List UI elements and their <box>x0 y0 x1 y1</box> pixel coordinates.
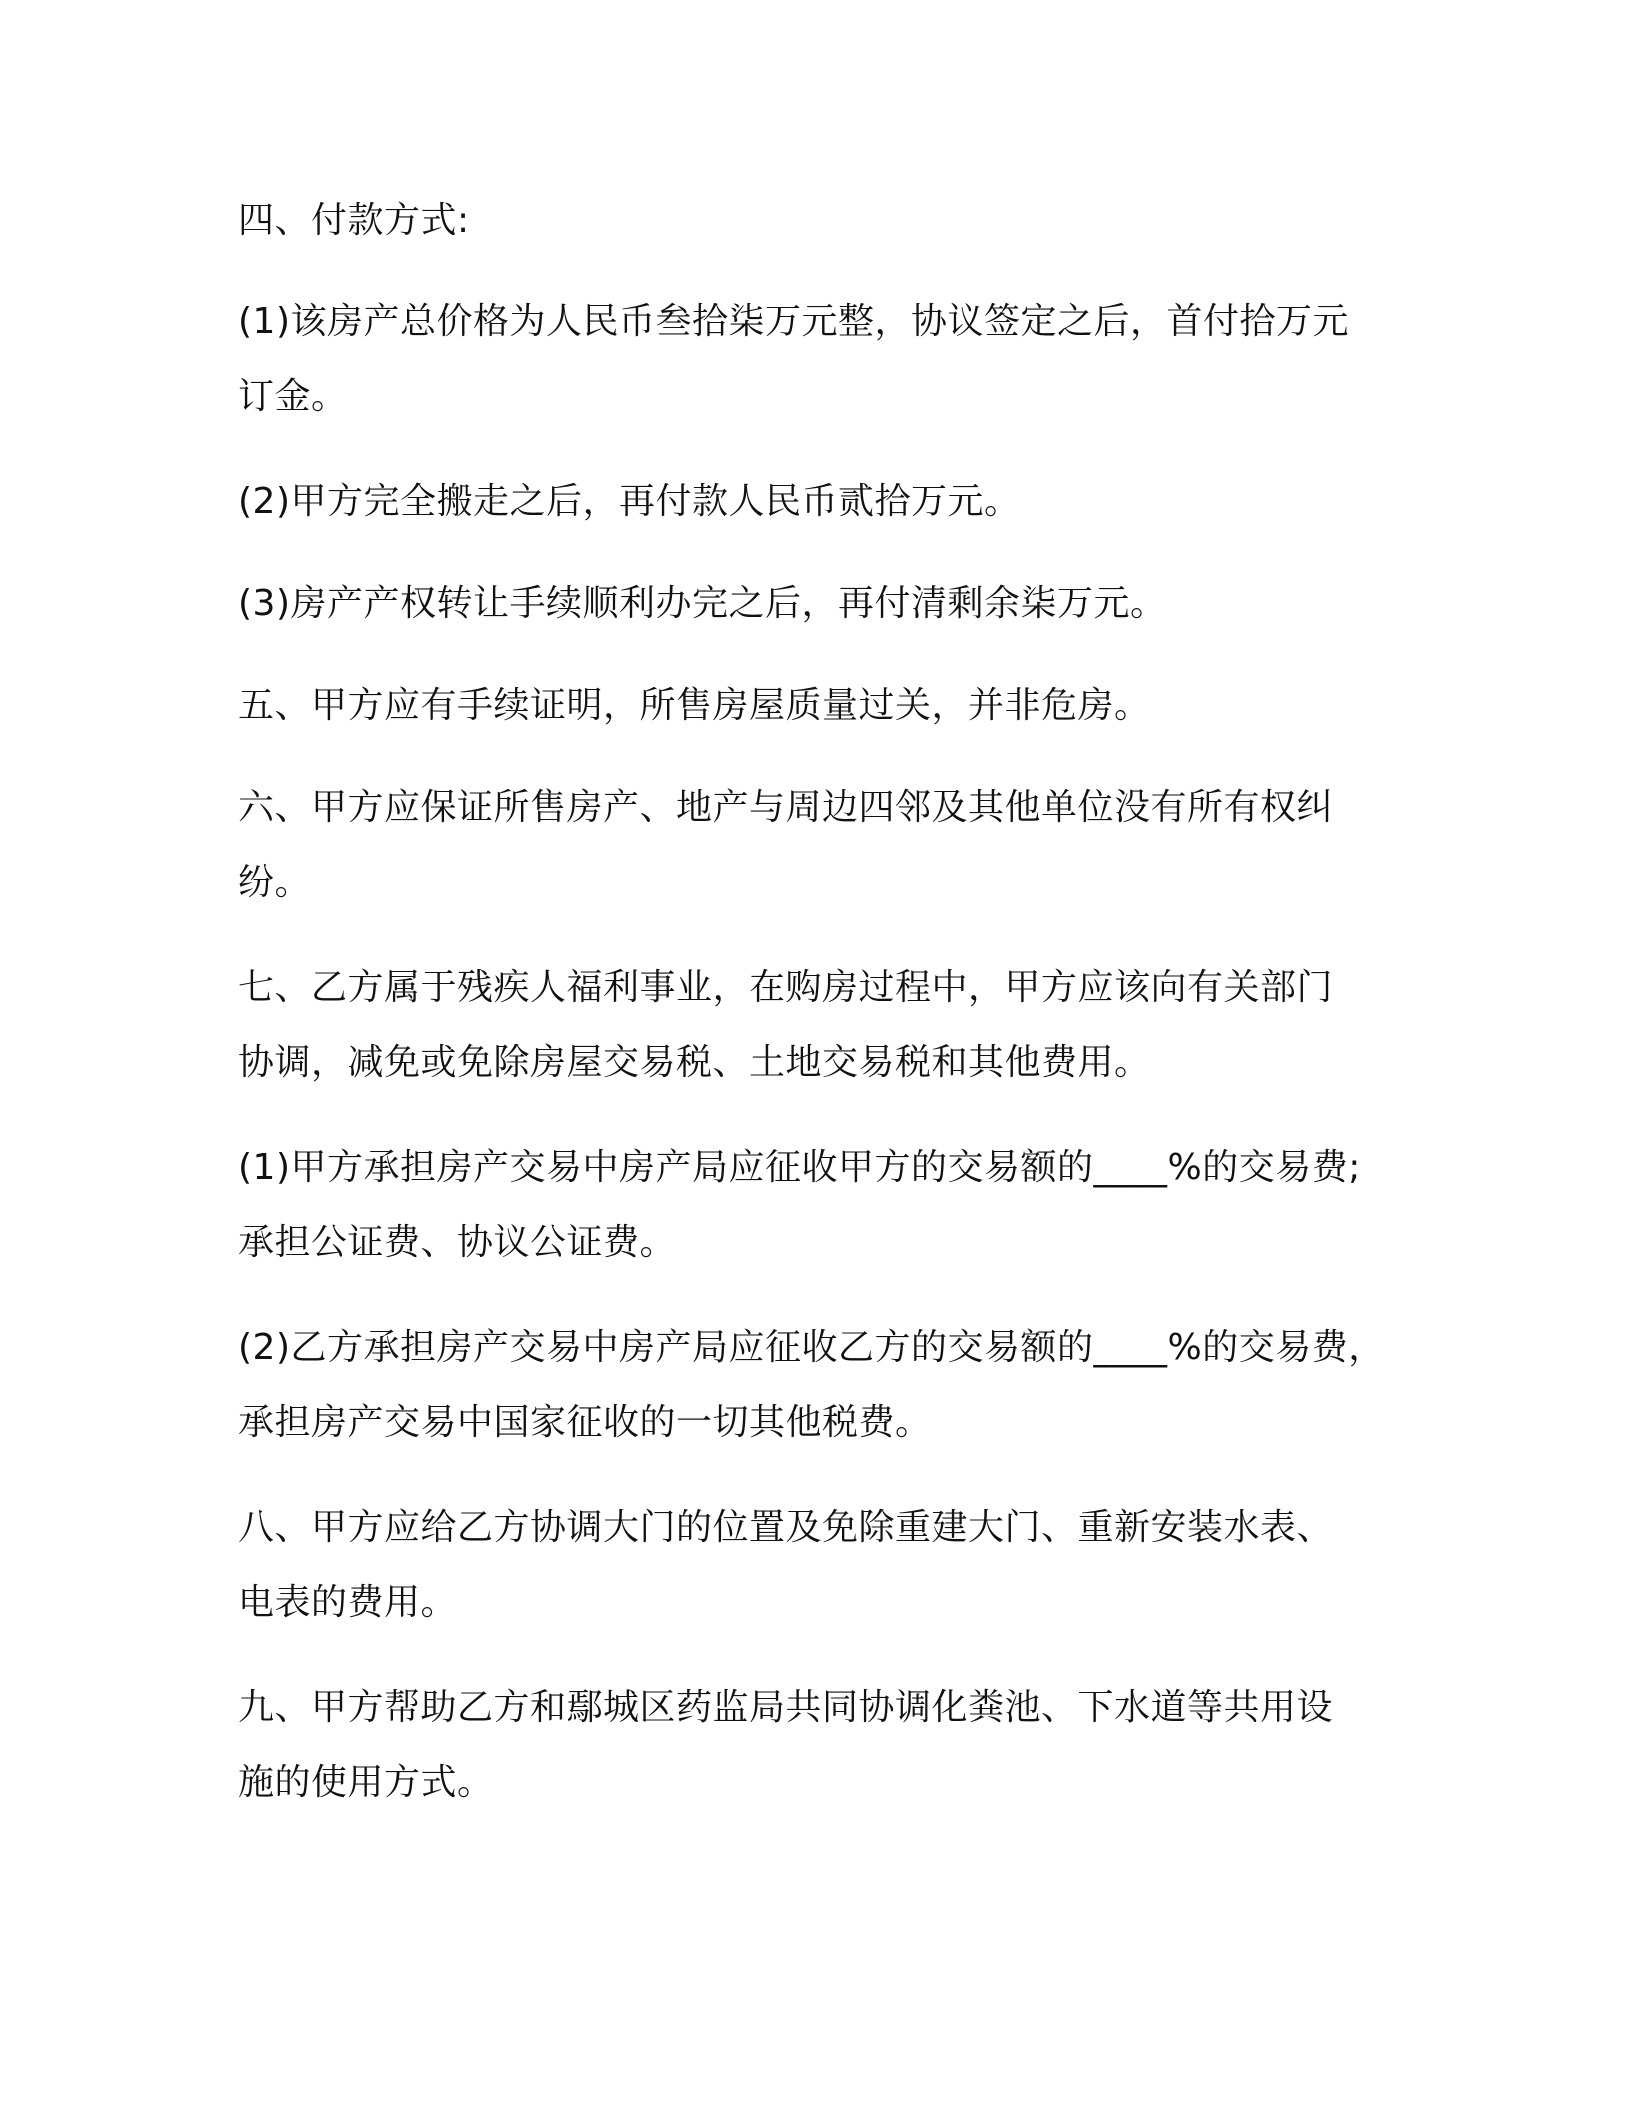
text-line: 订金。 <box>238 376 348 417</box>
text-line: (1)该房产总价格为人民币叁拾柒万元整，协议签定之后，首付拾万元 <box>238 301 1349 342</box>
text-line: 五、甲方应有手续证明，所售房屋质量过关，并非危房。 <box>238 685 1151 726</box>
paragraph-clause-6 <box>238 770 1398 920</box>
text-line: 七、乙方属于残疾人福利事业，在购房过程中，甲方应该向有关部门 <box>238 967 1334 1008</box>
paragraph-clause-5 <box>238 668 1398 743</box>
text-line: 六、甲方应保证所售房产、地产与周边四邻及其他单位没有所有权纠 <box>238 787 1334 828</box>
text-line: 九、甲方帮助乙方和鄢城区药监局共同协调化粪池、下水道等共用设 <box>238 1687 1334 1728</box>
text-line: (1)甲方承担房产交易中房产局应征收甲方的交易额的____%的交易费; <box>238 1147 1361 1188</box>
paragraph-clause-9 <box>238 1670 1398 1820</box>
text-line: 施的使用方式。 <box>238 1762 494 1803</box>
paragraph-payment-method-heading <box>238 183 1398 258</box>
text-line: 八、甲方应给乙方协调大门的位置及免除重建大门、重新安装水表、 <box>238 1507 1334 1548</box>
paragraph-clause-8 <box>238 1490 1398 1640</box>
text-line: (3)房产产权转让手续顺利办完之后，再付清剩余柒万元。 <box>238 583 1167 624</box>
text-line: (2)乙方承担房产交易中房产局应征收乙方的交易额的____%的交易费， <box>238 1327 1385 1368</box>
text-line: (2)甲方完全搬走之后，再付款人民币贰拾万元。 <box>238 481 1021 522</box>
text-line: 电表的费用。 <box>238 1582 458 1623</box>
paragraph-clause-7-1 <box>238 1130 1398 1280</box>
text-line: 承担房产交易中国家征收的一切其他税费。 <box>238 1402 932 1443</box>
text-line: 纷。 <box>238 862 312 903</box>
text-line: 协调，减免或免除房屋交易税、土地交易税和其他费用。 <box>238 1042 1151 1083</box>
paragraph-clause-7-2 <box>238 1310 1398 1460</box>
paragraph-payment-3 <box>238 566 1398 641</box>
paragraph-payment-2 <box>238 464 1398 539</box>
paragraph-clause-7 <box>238 950 1398 1100</box>
text-line: 承担公证费、协议公证费。 <box>238 1222 677 1263</box>
paragraph-payment-1 <box>238 284 1398 434</box>
text-line: 四、付款方式: <box>238 200 470 241</box>
